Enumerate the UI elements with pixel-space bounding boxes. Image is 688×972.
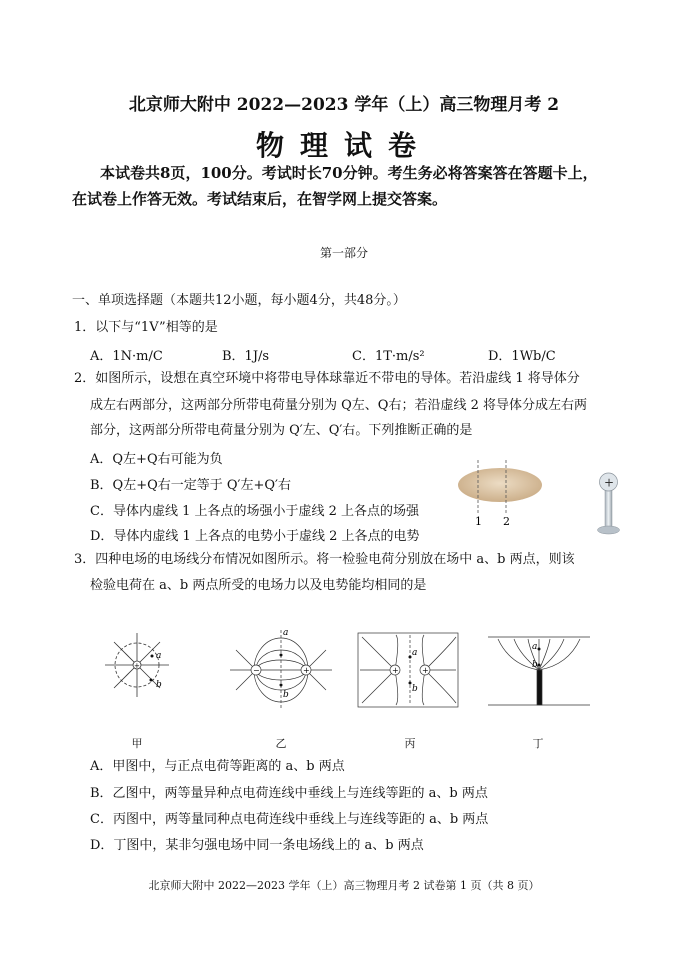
svg-text:b: b bbox=[283, 690, 289, 700]
q3-option-c: C．丙图中，两等量同种点电荷连线中垂线上与连线等距的 a、b 两点 bbox=[90, 812, 489, 827]
q1-option-a: A．1N·m/C bbox=[90, 349, 163, 364]
q3-figures bbox=[100, 625, 620, 735]
q1-stem: 1．以下与“1V”相等的是 bbox=[74, 320, 218, 335]
notice-line-2: 在试卷上作答无效。考试结束后，在智学网上提交答案。 bbox=[72, 190, 448, 208]
school-title: 北京师大附中 2022—2023 学年（上）高三物理月考 2 bbox=[128, 95, 560, 115]
figure-caption-jia: 甲 bbox=[131, 737, 143, 750]
q3-option-a: A．甲图中，与正点电荷等距离的 a、b 两点 bbox=[90, 759, 345, 774]
svg-text:b: b bbox=[532, 660, 538, 670]
q2-option-b: B．Q左+Q右一定等于 Q′左+Q′右 bbox=[90, 478, 292, 493]
svg-text:+: + bbox=[422, 666, 429, 675]
figure-ding bbox=[488, 637, 590, 705]
part-label: 第一部分 bbox=[319, 246, 368, 260]
q2-stem-line-1: 2．如图所示，设想在真空环境中将带电导体球靠近不带电的导体。若沿虚线 1 将导体分 bbox=[74, 371, 580, 386]
q2-figure bbox=[455, 455, 635, 540]
q2-option-c: C．导体内虚线 1 上各点的场强小于虚线 2 上各点的场强 bbox=[90, 504, 420, 519]
svg-text:a: a bbox=[412, 648, 418, 658]
q2-stem-line-2: 成左右两部分，这两部分所带电荷量分别为 Q左、Q右；若沿虚线 2 将导体分成左右两 bbox=[90, 398, 587, 413]
paper-title: 物理试卷 bbox=[255, 129, 432, 162]
q3-option-b: B．乙图中，两等量异种点电荷连线中垂线上与连线等距的 a、b 两点 bbox=[90, 786, 488, 801]
svg-text:+: + bbox=[134, 662, 140, 670]
svg-text:a: a bbox=[532, 642, 538, 652]
svg-text:−: − bbox=[253, 666, 260, 675]
section-title: 一、单项选择题（本题共12小题，每小题4分，共48分。） bbox=[72, 293, 406, 308]
q2-option-a: A．Q左+Q右可能为负 bbox=[90, 452, 223, 467]
q2-stem-line-3: 部分，这两部分所带电荷量分别为 Q′左、Q′右。下列推断正确的是 bbox=[90, 423, 473, 438]
figure-caption-ding: 丁 bbox=[532, 737, 544, 750]
q1-option-b: B．1J/s bbox=[222, 349, 270, 364]
figure-caption-bing: 丙 bbox=[404, 737, 416, 750]
uncharged-conductor bbox=[458, 468, 542, 502]
svg-text:a: a bbox=[156, 651, 162, 661]
dashed-line-1-label: 1 bbox=[475, 515, 482, 528]
svg-text:+: + bbox=[303, 666, 310, 675]
svg-text:a: a bbox=[283, 628, 289, 638]
figure-bing bbox=[358, 633, 458, 707]
q1-option-c: C．1T·m/s² bbox=[352, 349, 425, 364]
page-footer: 北京师大附中 2022—2023 学年（上）高三物理月考 2 试卷第 1 页（共 8 页） bbox=[148, 879, 540, 892]
figure-caption-yi: 乙 bbox=[275, 737, 287, 750]
notice-line-1: 本试卷共8页，100分。考试时长70分钟。考生务必将答案答在答题卡上， bbox=[100, 164, 598, 182]
svg-text:b: b bbox=[412, 684, 418, 694]
positive-charge-icon: + bbox=[604, 475, 615, 490]
q3-stem-line-2: 检验电荷在 a、b 两点所受的电场力以及电势能均相同的是 bbox=[90, 578, 427, 593]
stand-base bbox=[598, 526, 620, 534]
q2-option-d: D．导体内虚线 1 上各点的电势小于虚线 2 上各点的电势 bbox=[90, 529, 420, 544]
figure-yi bbox=[230, 630, 332, 710]
q1-option-d: D．1Wb/C bbox=[488, 349, 556, 364]
q3-option-d: D．丁图中，某非匀强电场中同一条电场线上的 a、b 两点 bbox=[90, 838, 424, 853]
figure-jia bbox=[105, 633, 169, 697]
dashed-line-2-label: 2 bbox=[503, 515, 510, 528]
q3-stem-line-1: 3．四种电场的电场线分布情况如图所示。将一检验电荷分别放在场中 a、b 两点，则该 bbox=[74, 552, 575, 567]
svg-text:b: b bbox=[156, 680, 162, 690]
svg-text:+: + bbox=[392, 666, 399, 675]
